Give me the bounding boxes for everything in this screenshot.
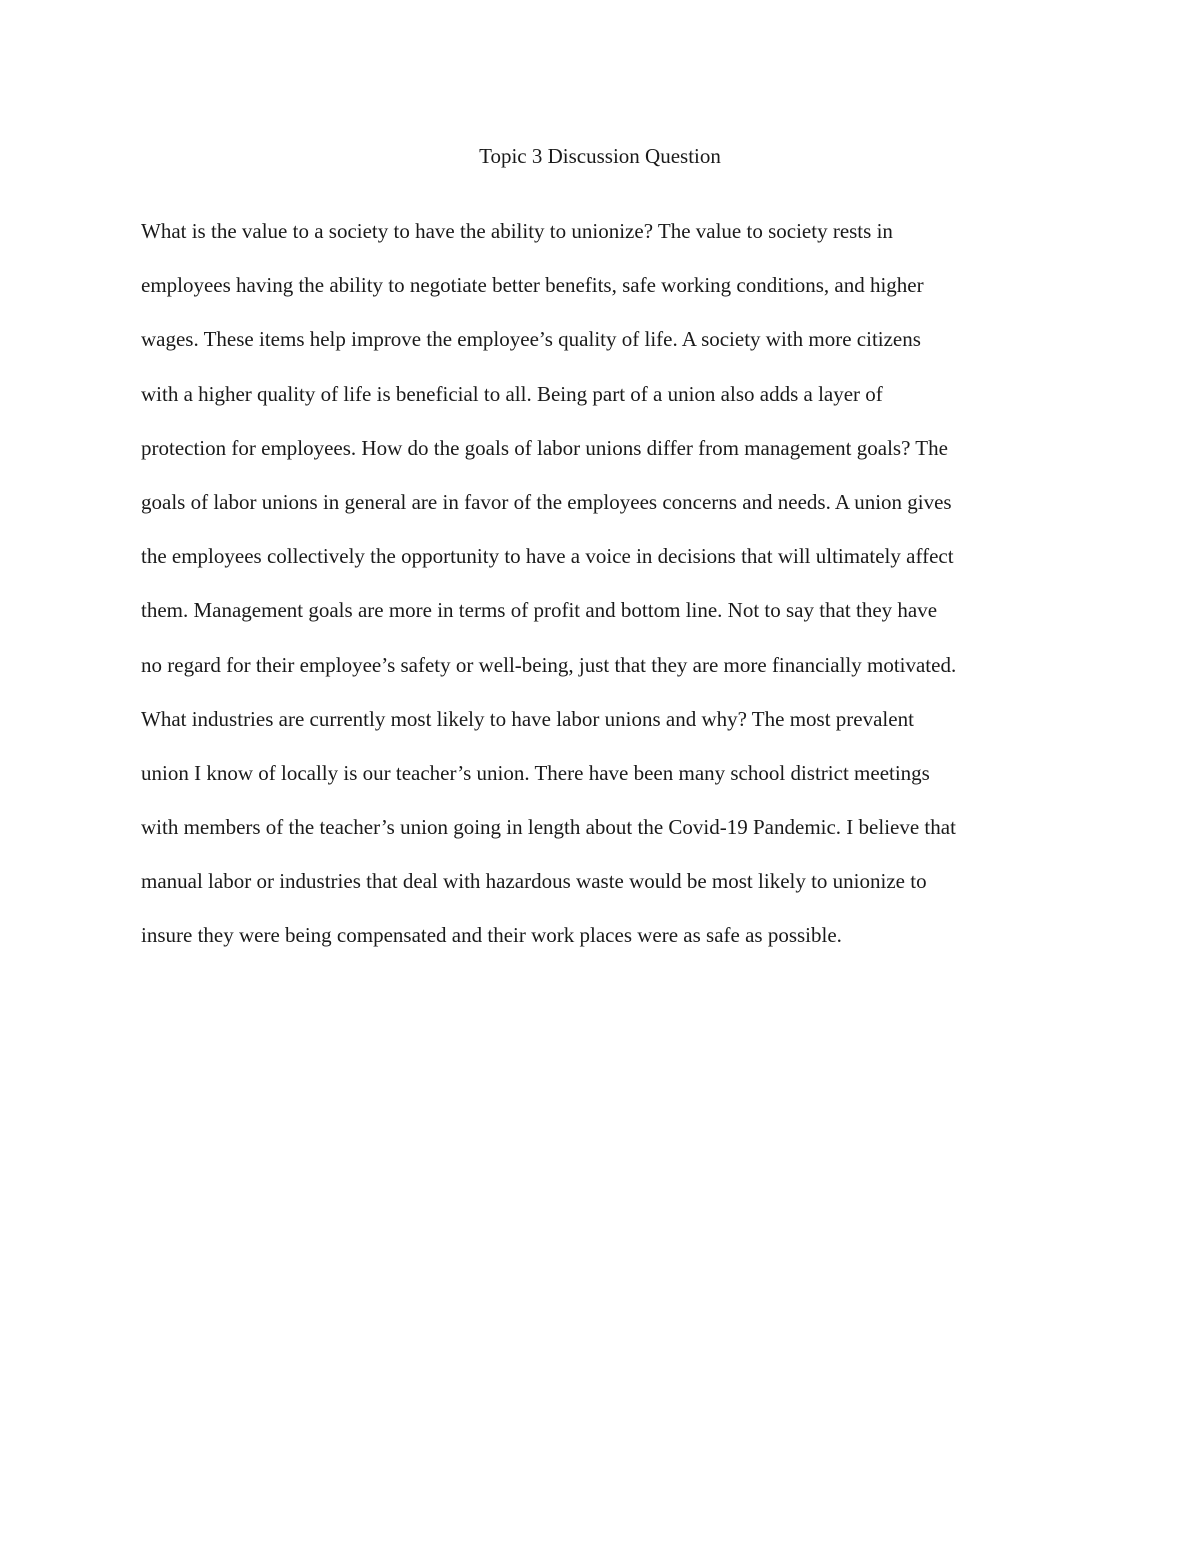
body-line: union I know of locally is our teacher’s union. There have been many school district meetings: [141, 760, 930, 785]
body-line: no regard for their employee’s safety or well-being, just that they are more financially motivated.: [141, 652, 957, 677]
body-line: What industries are currently most likely to have labor unions and why? The most prevalent: [141, 706, 914, 731]
body-line: goals of labor unions in general are in favor of the employees concerns and needs. A union gives: [141, 489, 952, 514]
document-body: [141, 212, 1061, 971]
body-line: wages. These items help improve the employee’s quality of life. A society with more citizens: [141, 327, 921, 352]
body-line: manual labor or industries that deal with hazardous waste would be most likely to unionize to: [141, 869, 927, 894]
body-line: protection for employees. How do the goals of labor unions differ from management goals? The: [141, 435, 948, 460]
body-line: with a higher quality of life is beneficial to all. Being part of a union also adds a layer of: [141, 381, 883, 406]
body-line: employees having the ability to negotiate better benefits, safe working conditions, and higher: [141, 273, 924, 298]
document-title: Topic 3 Discussion Question: [479, 144, 721, 168]
body-line: with members of the teacher’s union going in length about the Covid-19 Pandemic. I believe that: [141, 815, 956, 840]
body-line: them. Management goals are more in terms of profit and bottom line. Not to say that they have: [141, 598, 938, 623]
body-line: What is the value to a society to have the ability to unionize? The value to society rests in: [141, 219, 893, 243]
body-line: the employees collectively the opportunity to have a voice in decisions that will ultimately affect: [141, 544, 954, 569]
body-line: insure they were being compensated and their work places were as safe as possible.: [141, 923, 842, 948]
